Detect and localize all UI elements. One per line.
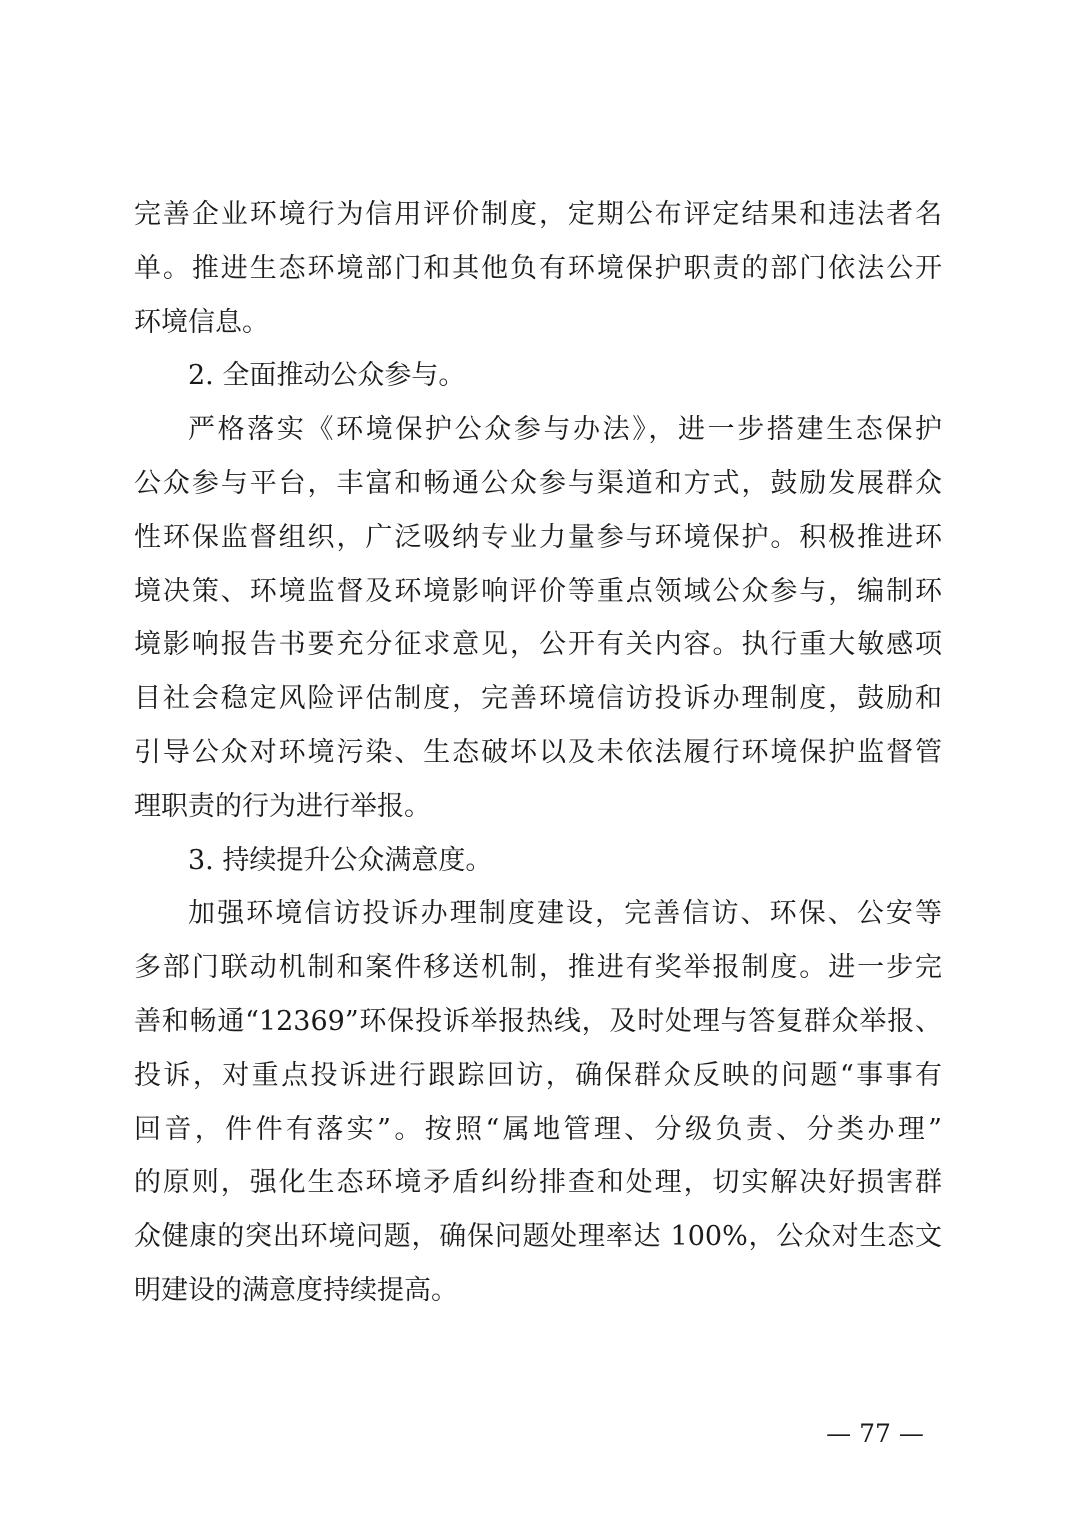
text-line: 性环保监督组织，广泛吸纳专业力量参与环境保护。积极推进环 [134, 521, 942, 553]
text-line: 明建设的满意度持续提高。 [134, 1274, 458, 1306]
text-line: 众健康的突出环境问题，确保问题处理率达 100%，公众对生态文 [134, 1221, 942, 1253]
text-line: 境决策、环境监督及环境影响评价等重点领域公众参与，编制环 [134, 575, 942, 607]
text-line: 引导公众对环境污染、生态破坏以及未依法履行环境保护监督管 [134, 736, 942, 768]
text-line: 多部门联动机制和案件移送机制，推进有奖举报制度。进一步完 [134, 952, 942, 984]
text-line: 加强环境信访投诉办理制度建设，完善信访、环保、公安等 [188, 898, 942, 930]
text-line: 严格落实《环境保护公众参与办法》，进一步搭建生态保护 [188, 414, 942, 446]
text-line: 善和畅通“12369”环保投诉举报热线，及时处理与答复群众举报、 [134, 1005, 942, 1037]
text-line: 的原则，强化生态环境矛盾纠纷排查和处理，切实解决好损害群 [134, 1167, 942, 1199]
text-line: 投诉，对重点投诉进行跟踪回访，确保群众反映的问题“事事有 [134, 1059, 942, 1091]
section-heading: 3. 持续提升公众满意度。 [188, 844, 493, 876]
text-line: 回音，件件有落实”。按照“属地管理、分级负责、分类办理” [134, 1113, 942, 1145]
text-line: 环境信息。 [134, 306, 269, 338]
text-line: 公众参与平台，丰富和畅通公众参与渠道和方式，鼓励发展群众 [134, 467, 942, 499]
page-number: — 77 — [826, 1419, 924, 1448]
text-line: 理职责的行为进行举报。 [134, 790, 431, 822]
text-line: 目社会稳定风险评估制度，完善环境信访投诉办理制度，鼓励和 [134, 683, 942, 715]
section-heading: 2. 全面推动公众参与。 [188, 360, 466, 392]
body-text [134, 188, 942, 1318]
text-line: 单。推进生态环境部门和其他负有环境保护职责的部门依法公开 [134, 252, 942, 284]
text-line: 完善企业环境行为信用评价制度，定期公布评定结果和违法者名 [134, 199, 942, 230]
text-line: 境影响报告书要充分征求意见，公开有关内容。执行重大敏感项 [134, 629, 942, 661]
